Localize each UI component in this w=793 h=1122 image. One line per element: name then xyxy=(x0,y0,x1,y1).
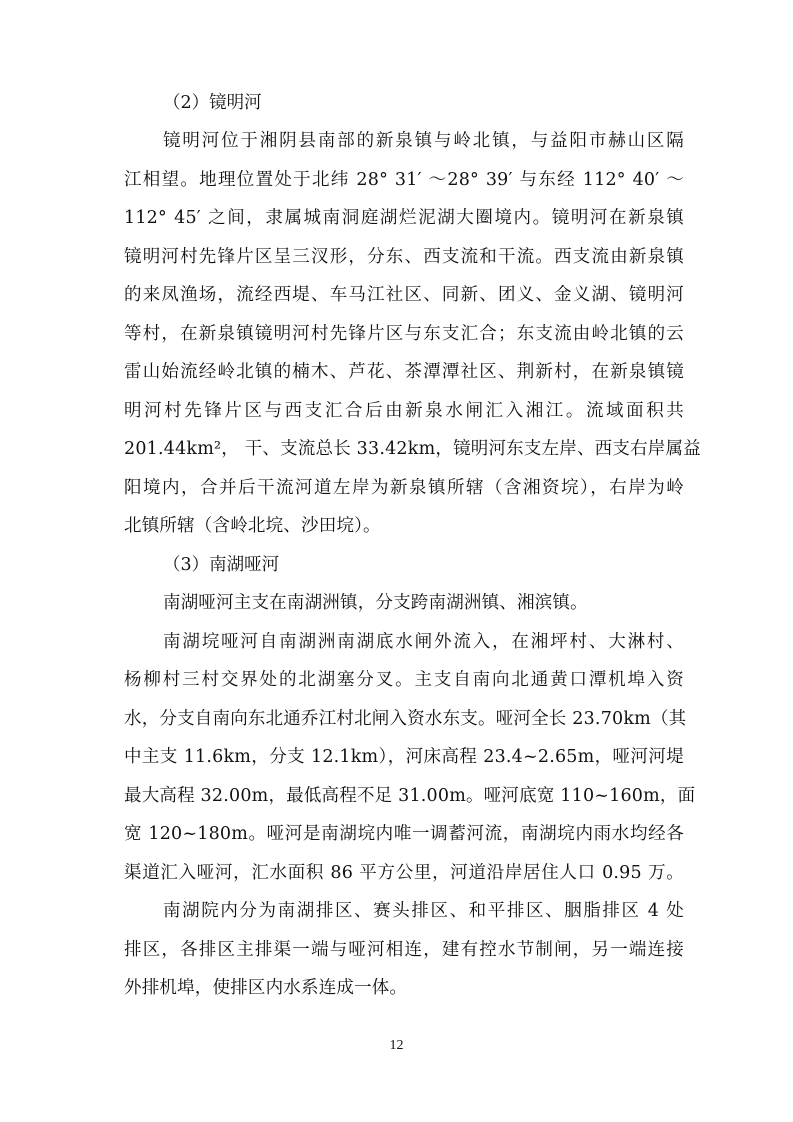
paragraph-line: 外排机埠，使排区内水系连成一体。 xyxy=(124,978,408,998)
paragraph-line: 渠道汇入哑河，汇水面积 86 平方公里，河道沿岸居住人口 0.95 万。 xyxy=(124,863,684,883)
paragraph-line: 镜明河位于湘阴县南部的新泉镇与岭北镇，与益阳市赫山区隔 xyxy=(163,131,684,151)
paragraph-line: 最大高程 32.00m，最低高程不足 31.00m。哑河底宽 110~160m，面 xyxy=(124,786,696,806)
paragraph-line: 南湖哑河主支在南湖洲镇，分支跨南湖洲镇、湘滨镇。 xyxy=(163,593,588,613)
paragraph-line: 江相望。地理位置处于北纬 28° 31′ ～28° 39′ 与东经 112° 40′ ～ xyxy=(124,170,684,190)
section-heading-jingming-river: （2）镜明河 xyxy=(163,93,262,113)
paragraph-line: 等村，在新泉镇镜明河村先锋片区与东支汇合；东支流由岭北镇的云 xyxy=(124,324,684,344)
section-heading-nanhu-yahe: （3）南湖哑河 xyxy=(163,555,280,575)
page-number: 12 xyxy=(389,1038,404,1053)
paragraph-line: 112° 45′ 之间，隶属城南洞庭湖烂泥湖大圈境内。镜明河在新泉镇 xyxy=(124,208,684,228)
paragraph-line: 明河村先锋片区与西支汇合后由新泉水闸汇入湘江。流域面积共 xyxy=(124,401,684,421)
paragraph-line: 镜明河村先锋片区呈三汊形，分东、西支流和干流。西支流由新泉镇 xyxy=(124,247,684,267)
paragraph-line: 的来凤渔场，流经西堤、车马江社区、同新、团义、金义湖、镜明河 xyxy=(124,285,684,305)
paragraph-line: 201.44km²， 干、支流总长 33.42km，镜明河东支左岸、西支右岸属益 xyxy=(124,439,701,459)
paragraph-line: 排区，各排区主排渠一端与哑河相连，建有控水节制闸，另一端连接 xyxy=(124,940,684,960)
paragraph-line: 中主支 11.6km，分支 12.1km），河床高程 23.4~2.65m，哑河河堤 xyxy=(124,747,684,767)
paragraph-line: 雷山始流经岭北镇的楠木、芦花、茶潭潭社区、荆新村，在新泉镇镜 xyxy=(124,362,684,382)
paragraph-line: 南湖垸哑河自南湖洲南湖底水闸外流入，在湘坪村、大淋村、 xyxy=(163,632,684,652)
paragraph-line: 阳境内，合并后干流河道左岸为新泉镇所辖（含湘资垸），右岸为岭 xyxy=(124,478,684,498)
paragraph-line: 杨柳村三村交界处的北湖塞分叉。主支自南向北通黄口潭机埠入资 xyxy=(124,670,684,690)
paragraph-line: 北镇所辖（含岭北垸、沙田垸）。 xyxy=(124,516,381,536)
paragraph-line: 水，分支自南向东北通乔江村北闸入资水东支。哑河全长 23.70km（其 xyxy=(124,709,687,729)
paragraph-line: 宽 120~180m。哑河是南湖垸内唯一调蓄河流，南湖垸内雨水均经各 xyxy=(124,824,684,844)
paragraph-line: 南湖院内分为南湖排区、赛头排区、和平排区、胭脂排区 4 处 xyxy=(163,901,684,921)
